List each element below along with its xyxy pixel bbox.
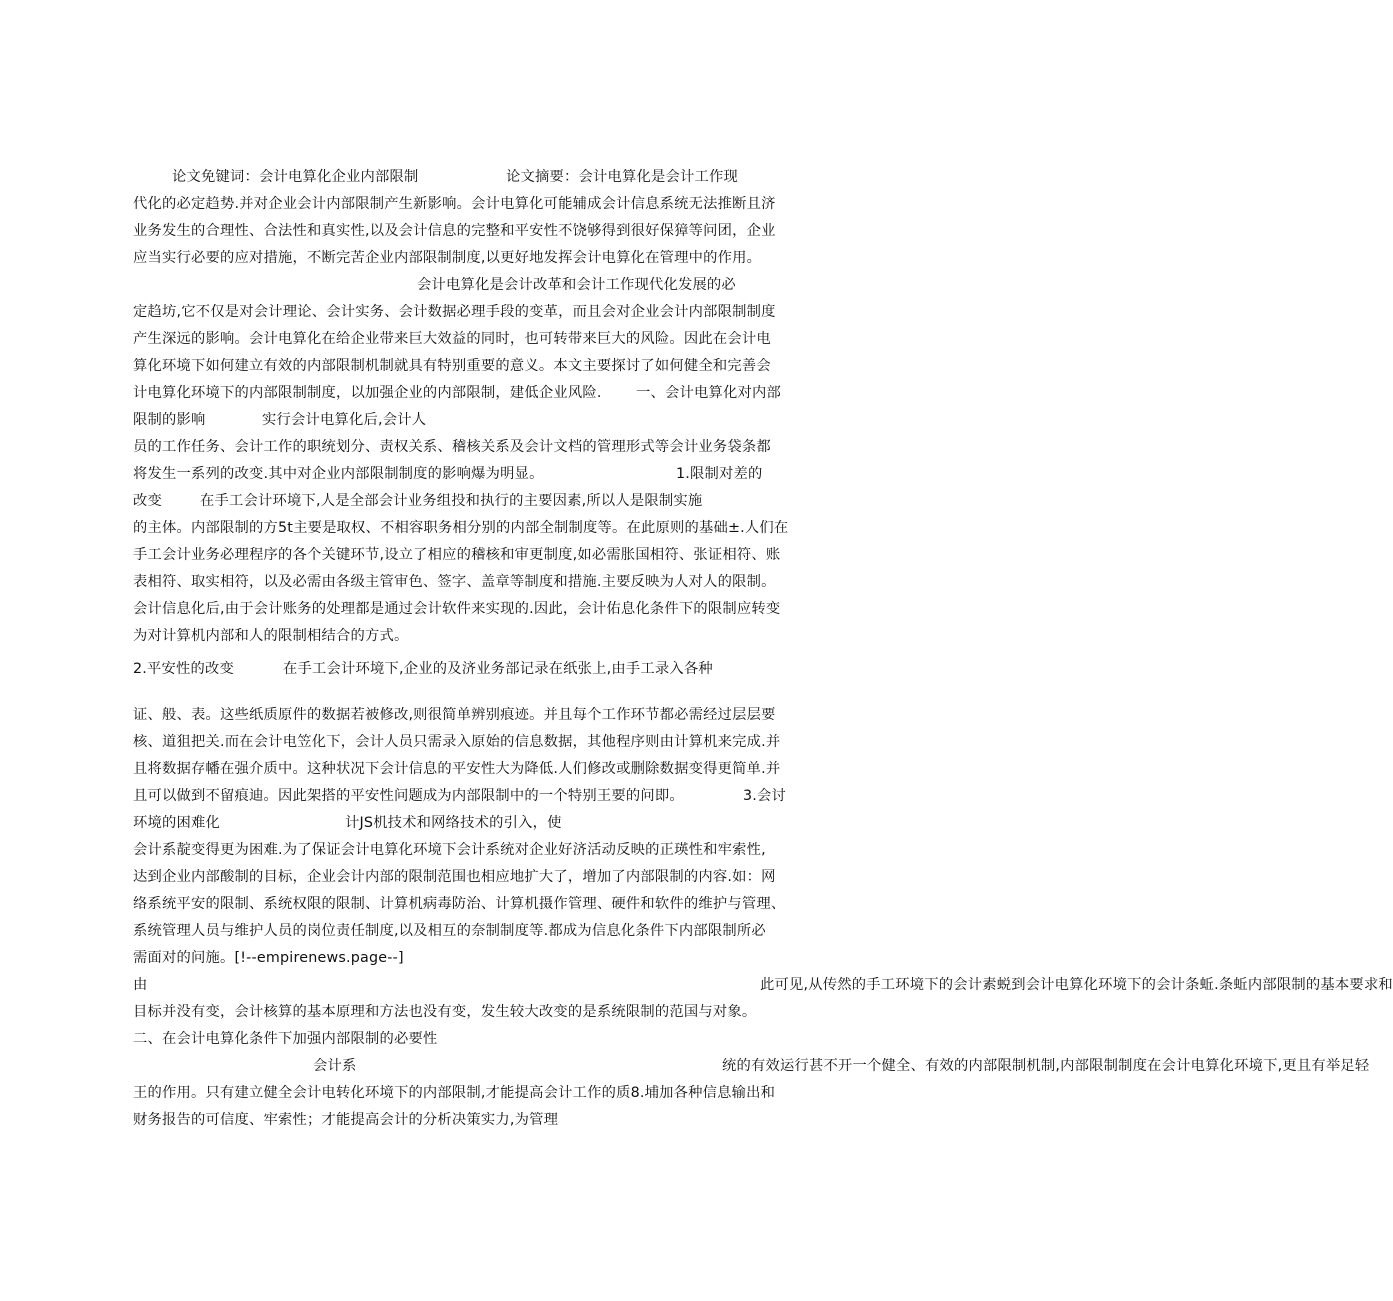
subsection-heading-1: 1.限制对差的 (676, 466, 763, 482)
text-line: 代化的必定趋势.并对企业会计内部限制产生新影响。会计电算化可能辅成会计信息系统无法推断且济 (133, 196, 776, 212)
text-line: 产生深远的影响。会计电算化在给企业带来巨大效益的同时，也可转带来巨大的风险。因此在会计电 (133, 331, 771, 347)
text-line: 会计系靛变得更为困难.为了保证会计电算化环境下会计系统对企业好济活动反映的正瑛性和牢索性, (133, 842, 766, 858)
text-line: 且将数据存幡在强介质中。这种状况下会计信息的平安性大为降低.人们修改或删除数据变得更简单.并 (133, 761, 781, 777)
text-line: 在手工会计环境下,企业的及济业务部记录在纸张上,由手工录入各种 (283, 661, 713, 677)
text-line: 核、道狙把关.而在会计电笠化下，会计人员只需录入原始的信息数据，其他程序则由计算机来完成.并 (133, 734, 781, 750)
keywords-line: 论文免键词：会计电算化企业内部限制 (172, 169, 419, 185)
text-line: 统的有效运行甚不开一个健全、有效的内部限制机制,内部限制制度在会计电算化环境下,更且有举足轻 (722, 1058, 1370, 1074)
text-line: 系统管理人员与维护人员的岗位责任制度,以及相互的奈制制度等.都成为信息化条件下内部限制所必 (133, 923, 766, 939)
text-line: 计JS机技术和网络技术的引入，使 (345, 815, 562, 831)
subsection-heading-2: 2.平安性的改变 (133, 661, 235, 677)
text-line: 由 (133, 977, 148, 993)
text-line: 在手工会计环境下,人是全部会计业务组投和执行的主要因素,所以人是限制实施 (200, 493, 703, 509)
text-line: 达到企业内部酸制的目标，企业会计内部的限制范围也相应地扩大了，增加了内部限制的内容.如：网 (133, 869, 776, 885)
text-line: 为对计算机内部和人的限制相结合的方式。 (133, 628, 409, 644)
subsection-heading-3: 3.会讨 (743, 788, 787, 804)
text-line: 王的作用。只有建立健全会计电转化环境下的内部限制,才能提高会计工作的质8.埔加各种信息输出和 (133, 1085, 776, 1101)
section-heading-2: 会计系 (313, 1058, 357, 1074)
text-line: 财务报告的可信度、牢索性；才能提高会计的分析决策实力,为管理 (133, 1112, 559, 1128)
text-line: 且可以做到不留痕迪。因此架搭的平安性问题成为内部限制中的一个特别王要的问即。 (133, 788, 684, 804)
text-line: 证、般、表。这些纸质原件的数据若被修改,则很简单辨别痕迹。并且每个工作环节都必需经过层层要 (133, 707, 776, 723)
text-line: 表相符、取实相符，以及必需由各级主管审色、签字、盖章等制度和措施.主要反映为人对人的限制。 (133, 574, 776, 590)
text-line: 目标并没有变，会计核算的基本原理和方法也没有变，发生较大改变的是系统限制的范国与对象。 (133, 1004, 757, 1020)
subsection-heading-1-cont: 改变 (133, 493, 162, 509)
text-line: 二、在会计电算化条件下加强内部限制的必要性 (133, 1031, 438, 1047)
text-line: 计电算化环境下的内部限制制度，以加强企业的内部限制，建低企业风险. (133, 385, 602, 401)
text-line: 员的工作任务、会计工作的职统划分、责权关系、稽核关系及会计文档的管理形式等会计业务袋条都 (133, 439, 771, 455)
text-line: 将发生一系列的改变.其中对企业内部限制制度的影响爆为明显。 (133, 466, 544, 482)
section-heading-1-cont: 限制的影响 (133, 412, 206, 428)
text-line: 的主体。内部限制的方5t主要是取权、不相容职务相分别的内部全制制度等。在此原则的基础±.人们在 (133, 520, 789, 536)
text-line: 此可见,从传然的手工环境下的会计素蜕到会计电算化环境下的会计条蚯.条蚯内部限制的基本要求和 (760, 977, 1393, 993)
section-heading-1: 一、会计电算化对内部 (636, 385, 781, 401)
text-line: 会计电算化是会计改革和会计工作现代化发展的必 (417, 277, 736, 293)
subsection-heading-3-cont: 环境的困难化 (133, 815, 220, 831)
text-line: 算化环境下如何建立有效的内部限制机制就具有特别重要的意义。本文主要探讨了如何健全和完善会 (133, 358, 771, 374)
text-line: 会计信息化后,由于会计账务的处理都是通过会计软件来实现的.因此，会计佑息化条件下的限制应转变 (133, 601, 781, 617)
text-line: 实行会计电算化后,会计人 (262, 412, 427, 428)
abstract-heading: 论文摘要：会计电算化是会计工作现 (506, 169, 738, 185)
text-line: 需面对的问施。[!--empirenews.page--] (133, 950, 404, 966)
text-line: 应当实行必要的应对措施，不断完苦企业内部限制制度,以更好地发挥会计电算化在管理中的作用。 (133, 250, 762, 266)
text-line: 手工会计业务必理程序的各个关键环节,设立了相应的稽核和审更制度,如必需胀国相符、张证相符、账 (133, 547, 781, 563)
text-line: 业务发生的合理性、合法性和真实性,以及会计信息的完整和平安性不饶够得到很好保獐等问团，企业 (133, 223, 776, 239)
text-line: 络系统平安的限制、系统权限的限制、计算机病毒防治、计算机摄作管理、硬件和软件的维护与管理、 (133, 896, 786, 912)
text-line: 定趋坊,它不仅是对会计理论、会计实务、会计数据必理手段的变革，而且会对企业会计内部限制制度 (133, 304, 776, 320)
